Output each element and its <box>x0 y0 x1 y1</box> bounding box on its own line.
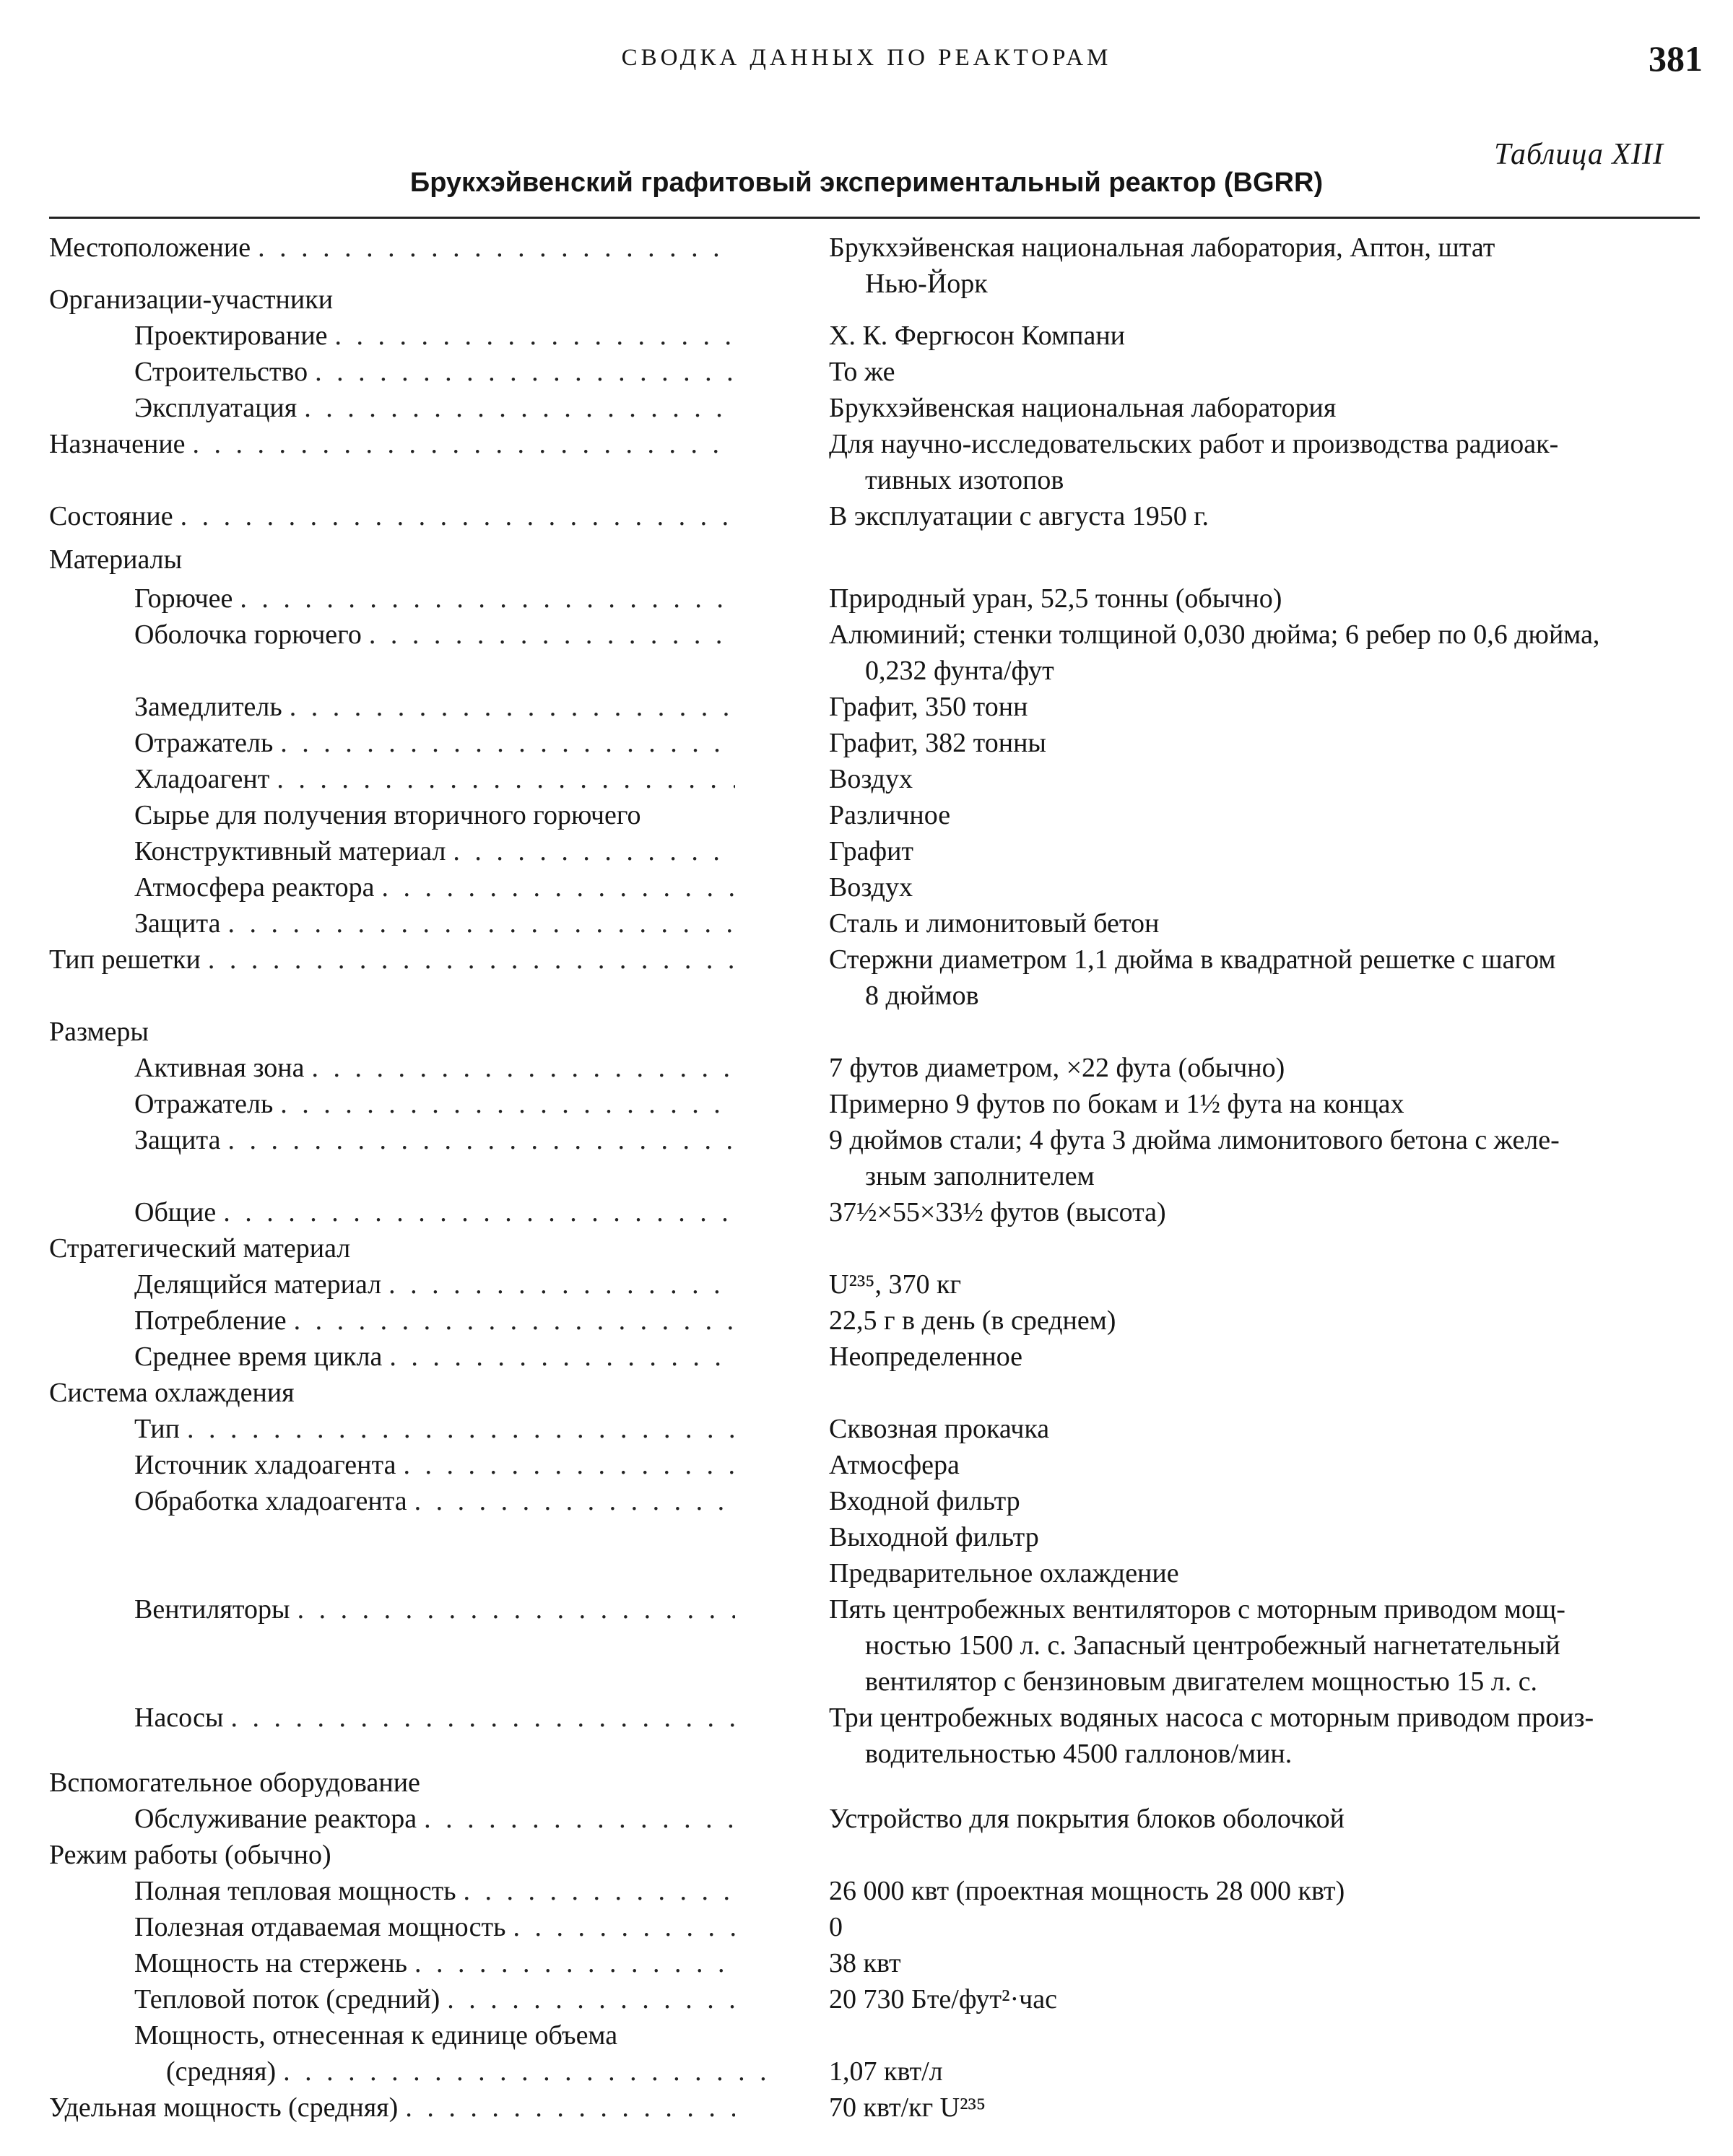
row-value: Примерно 9 футов по бокам и 1½ фута на концах <box>829 1089 1404 1119</box>
row-value: Стержни диаметром 1,1 дюйма в квадратной решетке с шагом 8 дюймов <box>829 944 1556 1011</box>
row-label: Общие . . . <box>134 1194 735 1230</box>
row-label: Атмосфера реактора . . . <box>134 869 735 905</box>
row-value: Сталь и лимонитовый бетон <box>829 908 1160 939</box>
row-label: Назначение . . . <box>49 426 735 462</box>
running-head: СВОДКА ДАННЫХ ПО РЕАКТОРАМ <box>621 45 1112 71</box>
row-label: Сырье для получения вторичного горючего <box>134 800 641 830</box>
row-value: 38 квт <box>829 1948 901 1978</box>
row-value: 70 квт/кг U²³⁵ <box>829 2092 986 2123</box>
row-value: Воздух <box>829 764 913 794</box>
row-label: Полная тепловая мощность . . . <box>134 1873 735 1909</box>
row-value: 26 000 квт (проектная мощность 28 000 квт) <box>829 1876 1345 1906</box>
row-value: Брукхэйвенская национальная лаборатория <box>829 393 1337 423</box>
row-label: Источник хладоагента . . . <box>134 1447 735 1483</box>
row-label: Обслуживание реактора . . . <box>134 1801 735 1837</box>
row-label: Горючее . . . <box>134 581 735 617</box>
row-label: Строительство . . . <box>134 354 735 390</box>
row-value: 22,5 г в день (в среднем) <box>829 1305 1116 1336</box>
row-label: Эксплуатация . . . <box>134 390 735 426</box>
row-value: Воздух <box>829 872 913 903</box>
row-label: Полезная отдаваемая мощность . . . <box>134 1909 735 1945</box>
row-label: Тепловой поток (средний) . . . <box>134 1981 735 2017</box>
row-value: Устройство для покрытия блоков оболочкой <box>829 1804 1345 1834</box>
row-value: 7 футов диаметром, ×22 фута (обычно) <box>829 1053 1285 1083</box>
row-value: Х. К. Фергюсон Компани <box>829 321 1126 351</box>
row-label: Размеры <box>49 1017 149 1047</box>
row-value: 20 730 Бте/фут²·час <box>829 1984 1058 2014</box>
row-label: Мощность, отнесенная к единице объема <box>134 2020 618 2051</box>
row-value: Природный уран, 52,5 тонны (обычно) <box>829 583 1282 614</box>
row-value: 9 дюймов стали; 4 фута 3 дюйма лимонитового бетона с желе- зным заполнителем <box>829 1125 1560 1191</box>
row-label: Обработка хладоагента . . . <box>134 1483 735 1519</box>
row-label: Насосы . . . <box>134 1700 735 1736</box>
row-label: Защита . . . <box>134 1122 735 1158</box>
table-label: Таблица XIII <box>1494 138 1664 171</box>
row-label: Проектирование . . . <box>134 318 735 354</box>
row-label: (средняя) . . . <box>166 2053 767 2090</box>
row-value: Входной фильтр <box>829 1486 1020 1516</box>
row-label: Тип решетки . . . <box>49 942 735 978</box>
row-label: Потребление . . . <box>134 1303 735 1339</box>
row-label: Организации-участники <box>49 284 334 315</box>
row-label: Стратегический материал <box>49 1233 351 1264</box>
row-label: Режим работы (обычно) <box>49 1840 331 1870</box>
row-value: Брукхэйвенская национальная лаборатория, Аптон, штат Нью-Йорк <box>829 232 1495 299</box>
row-value: То же <box>829 357 895 387</box>
row-value: 1,07 квт/л <box>829 2056 943 2087</box>
row-label: Активная зона . . . <box>134 1050 735 1086</box>
row-label: Замедлитель . . . <box>134 689 735 725</box>
row-label: Делящийся материал . . . <box>134 1266 735 1303</box>
top-rule <box>49 217 1700 219</box>
row-label: Тип . . . <box>134 1411 735 1447</box>
row-value: Графит, 382 тонны <box>829 728 1046 758</box>
row-value: Для научно-исследовательских работ и производства радиоак- тивных изотопов <box>829 429 1559 495</box>
row-value: Три центробежных водяных насоса с моторным приводом произ- водительностью 4500 галлонов/мин. <box>829 1703 1594 1769</box>
row-label: Местоположение . . . <box>49 230 735 266</box>
row-label: Вспомогательное оборудование <box>49 1768 420 1798</box>
row-value: Выходной фильтр <box>829 1522 1039 1552</box>
row-label: Защита . . . <box>134 905 735 942</box>
row-label: Отражатель . . . <box>134 1086 735 1122</box>
row-value: Алюминий; стенки толщиной 0,030 дюйма; 6 ребер по 0,6 дюйма, 0,232 фунта/фут <box>829 620 1600 686</box>
row-value: U²³⁵, 370 кг <box>829 1269 962 1300</box>
row-value: Атмосфера <box>829 1450 960 1480</box>
row-value: Предварительное охлаждение <box>829 1558 1179 1588</box>
page-number: 381 <box>1649 38 1703 79</box>
row-label: Система охлаждения <box>49 1378 295 1408</box>
row-label: Отражатель . . . <box>134 725 735 761</box>
row-value: 0 <box>829 1912 843 1942</box>
row-label: Оболочка горючего . . . <box>134 617 735 653</box>
row-label: Мощность на стержень . . . <box>134 1945 735 1981</box>
row-value: Различное <box>829 800 951 830</box>
row-label: Состояние . . . <box>49 498 735 534</box>
row-value: Сквозная прокачка <box>829 1414 1050 1444</box>
row-value: Пять центробежных вентиляторов с моторным приводом мощ- ностью 1500 л. с. Запасный центробежный нагнетательный вентилятор с бензиновым двигателем мощностью 15 л. с. <box>829 1594 1565 1697</box>
row-label: Конструктивный материал . . . <box>134 833 735 869</box>
row-value: Неопределенное <box>829 1342 1023 1372</box>
table-title: Брукхэйвенский графитовый экспериментальный реактор (BGRR) <box>409 168 1324 198</box>
row-label: Вентиляторы . . . <box>134 1591 735 1627</box>
row-label: Хладоагент . . . <box>134 761 735 797</box>
row-value: В эксплуатации с августа 1950 г. <box>829 501 1209 531</box>
row-label: Материалы <box>49 544 183 575</box>
row-label: Среднее время цикла . . . <box>134 1339 735 1375</box>
row-value: Графит <box>829 836 914 866</box>
row-value: Графит, 350 тонн <box>829 692 1028 722</box>
row-value: 37½×55×33½ футов (высота) <box>829 1197 1166 1227</box>
row-label: Удельная мощность (средняя) . . . <box>49 2090 735 2126</box>
